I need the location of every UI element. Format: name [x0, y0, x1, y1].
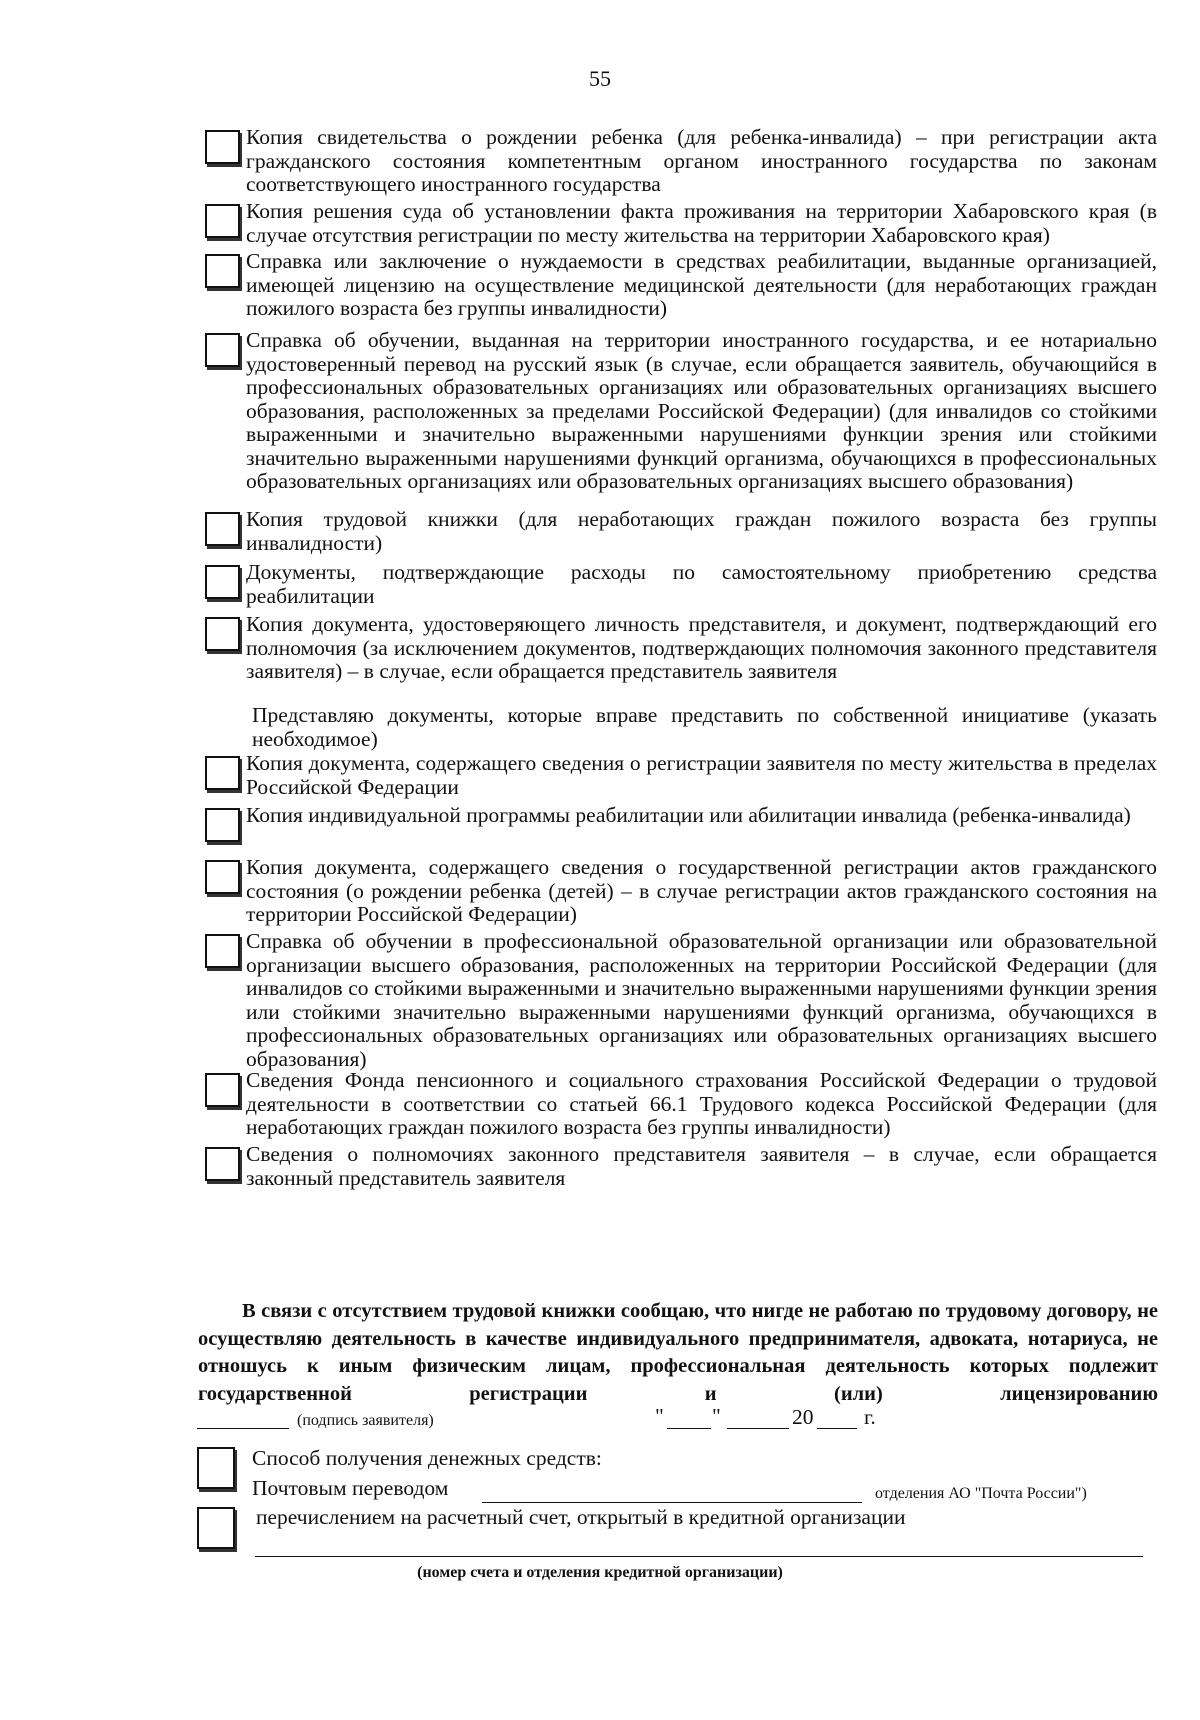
signature-label: (подпись заявителя) — [297, 1412, 434, 1429]
bank-transfer-label: перечислением на расчетный счет, открытый в кредитной организации — [256, 1505, 906, 1529]
doc-item-text: Копия индивидуальной программы реабилитации или абилитации инвалида (ребенка-инвалида) — [246, 803, 1131, 827]
checkbox[interactable] — [205, 860, 240, 894]
checkbox[interactable] — [205, 512, 240, 546]
doc-item-text: Сведения о полномочиях законного представителя заявителя – в случае, если обращается законный представитель заявителя — [246, 1142, 1157, 1190]
checkbox[interactable] — [205, 333, 240, 367]
doc-item-text: Копия документа, содержащего сведения о государственной регистрации актов гражданского состояния (о рождении ребенка (детей) – в случае регистрации актов гражданского состояния на территории Российской Федерации) — [246, 855, 1157, 926]
checkbox[interactable] — [205, 617, 240, 651]
postal-office-line[interactable] — [482, 1478, 862, 1503]
date-quote-open: " — [655, 1404, 664, 1428]
doc-item-expense-documents — [205, 561, 1157, 608]
page-number: 55 — [589, 66, 611, 91]
checkbox[interactable] — [205, 1147, 240, 1181]
no-work-book-statement: В связи с отсутствием трудовой книжки сообщаю, что нигде не работаю по трудовому договору, не осуществляю деятельность в качестве индивидуального предпринимателя, адвоката, нотариуса, не отношусь к иным физическим лицам, профессиональная деятельность которых подлежит государственной регистрации и (или) лицензированию — [198, 1300, 1158, 1405]
doc-item-text: Документы, подтверждающие расходы по самостоятельному приобретению средства реабилитации — [246, 560, 1157, 608]
payment-postal-checkbox[interactable] — [197, 1447, 235, 1489]
doc-item-text: Копия документа, содержащего сведения о регистрации заявителя по месту жительства в пределах Российской Федерации — [246, 751, 1157, 799]
doc-item-text: Справка или заключение о нуждаемости в средствах реабилитации, выданные организацией, имеющей лицензию на осуществление медицинской деятельности (для неработающих граждан пожилого возраста без группы инвалидности) — [246, 249, 1157, 320]
doc-item-birth-certificate-copy — [205, 126, 1157, 197]
doc-item-domestic-study-certificate — [205, 930, 1157, 1071]
doc-item-civil-registration-copy — [205, 856, 1157, 927]
doc-item-ipra-copy — [205, 804, 1157, 842]
doc-item-text: Копия решения суда об установлении факта проживания на территории Хабаровского края (в случае отсутствия регистрации по месту жительства на территории Хабаровского края) — [246, 199, 1157, 247]
date-year-suffix: г. — [864, 1405, 876, 1429]
bank-account-line[interactable] — [255, 1542, 1143, 1557]
checkbox[interactable] — [205, 204, 240, 238]
date-quote-close: " — [712, 1404, 721, 1428]
checkbox[interactable] — [205, 130, 240, 164]
date-month-line[interactable] — [727, 1410, 789, 1429]
doc-item-rehab-need-certificate — [205, 250, 1157, 321]
date-year-prefix: 20 — [792, 1405, 814, 1429]
signature-line[interactable] — [197, 1410, 289, 1429]
checkbox[interactable] — [205, 934, 240, 968]
checkbox[interactable] — [205, 1073, 240, 1107]
doc-item-text: Копия свидетельства о рождении ребенка (для ребенка-инвалида) – при регистрации акта гражданского состояния компетентным органом иностранного государства по законам соответствующего иностранного государства — [246, 125, 1157, 196]
checkbox[interactable] — [205, 254, 240, 288]
signature-row — [197, 1404, 1157, 1438]
payment-bank-checkbox[interactable] — [197, 1507, 235, 1549]
doc-item-pension-fund-info — [205, 1069, 1157, 1140]
checkbox[interactable] — [205, 565, 240, 599]
doc-item-text: Справка об обучении, выданная на территории иностранного государства, и ее нотариально удостоверенный перевод на русский язык (в случае, если обращается заявитель, обучающийся в профессиональных образовательных организациях или образовательных организациях высшего образования, расположенных за пределами Российской Федерации) (для инвалидов со стойкими выраженными и значительно выраженными нарушениями функции зрения или стойкими значительно выраженными нарушениями функций организма, обучающихся в профессиональных образовательных организациях или образовательных организациях высшего образования) — [246, 328, 1157, 493]
doc-item-text: Сведения Фонда пенсионного и социального страхования Российской Федерации о трудовой деятельности в соответствии со статьей 66.1 Трудового кодекса Российской Федерации (для неработающих граждан пожилого возраста без группы инвалидности) — [246, 1068, 1157, 1139]
doc-item-court-decision-copy — [205, 200, 1157, 247]
checkbox[interactable] — [205, 808, 240, 842]
doc-item-representative-id — [205, 613, 1157, 684]
postal-transfer-suffix: отделения АО "Почта России") — [875, 1485, 1087, 1502]
date-day-line[interactable] — [667, 1410, 711, 1429]
doc-item-text: Копия трудовой книжки (для неработающих граждан пожилого возраста без группы инвалидности) — [246, 507, 1157, 555]
doc-item-text: Копия документа, удостоверяющего личность представителя, и документ, подтверждающий его полномочия (за исключением документов, подтверждающих полномочия законного представителя заявителя) – в случае, если обращается представитель заявителя — [246, 612, 1157, 683]
postal-transfer-label: Почтовым переводом — [252, 1476, 449, 1500]
own-initiative-intro: Представляю документы, которые вправе представить по собственной инициативе (указать необходимое) — [252, 703, 1157, 751]
date-year-line[interactable] — [817, 1410, 857, 1429]
doc-item-legal-representative-info — [205, 1143, 1157, 1190]
payment-method-title: Способ получения денежных средств: — [252, 1446, 602, 1470]
checkbox[interactable] — [205, 756, 240, 790]
doc-item-foreign-study-certificate — [205, 329, 1157, 494]
doc-item-work-book-copy — [205, 508, 1157, 555]
bank-account-caption: (номер счета и отделения кредитной организации) — [417, 1564, 783, 1581]
doc-item-registration-copy — [205, 752, 1157, 799]
doc-item-text: Справка об обучении в профессиональной образовательной организации или образовательной организации высшего образования, расположенных на территории Российской Федерации (для инвалидов со стойкими выраженными и значительно выраженными нарушениями функции зрения или стойкими значительно выраженными нарушениями функций организма, обучающихся в профессиональных образовательных организациях или образовательных организациях высшего образования) — [246, 929, 1157, 1071]
